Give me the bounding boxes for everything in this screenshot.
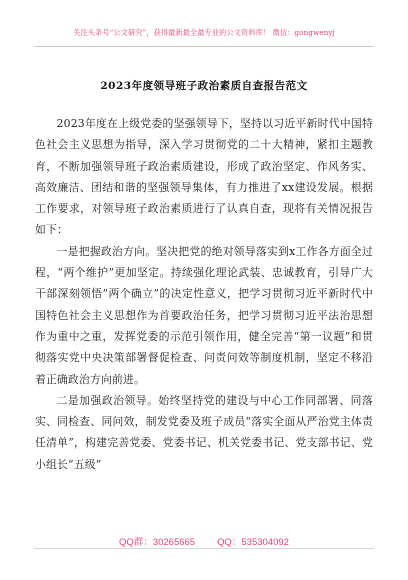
footer-contact	[0, 534, 408, 548]
footer-qq-group: QQ群：30265665	[119, 537, 196, 548]
paragraph-intro: 2023年度在上级党委的坚强领导下，坚持以习近平新时代中国特色社会主义思想为指导，深入学习贯彻党的二十大精神，紧扣主题教育，不断加强领导班子政治素质建设，形成了政治坚定、作风务实、高效廉洁、团结和谐的坚强领导集体，有力推进了xx建设发展。根据工作要求，对领导班子政治素质进行了认真自查，现将有关情况报告如下：	[35, 117, 373, 237]
document-body	[35, 113, 373, 475]
header-divider	[34, 46, 374, 47]
paragraph-political-leadership: 二是加强政治领导。始终坚持党的建设与中心工作同部署、同落实、同检查、同问效，制发党委及班子成员“落实全面从严治党主体责任清单”，构建完善党委、党委书记、机关党委书记、党支部书记、党小组长“五级”	[35, 393, 373, 471]
paragraph-political-direction: 一是把握政治方向。坚决把党的绝对领导落实到x工作各方面全过程，“两个维护”更加坚定。持续强化理论武装、忠诚教育，引导广大干部深刻领悟“两个确立”的决定性意义，把学习贯彻习近平新时代中国特色社会主义思想作为首要政治任务，把学习贯彻习近平法治思想作为重中之重，发挥党委的示范引领作用，健全完善“第一议题”和贯彻落实党中央决策部署督促检查、问责问效等制度机制，坚定不移沿着正确政治方向前进。	[35, 244, 373, 386]
document-title: 2023年度领导班子政治素质自查报告范文	[100, 80, 308, 92]
footer-qq: QQ：535304092	[217, 537, 289, 548]
header-notice: 关注头条号“公文研究”，获得最新最全最专业的公文资料库！ 微信：gongwenyj	[73, 28, 335, 37]
footer-divider	[34, 548, 374, 549]
